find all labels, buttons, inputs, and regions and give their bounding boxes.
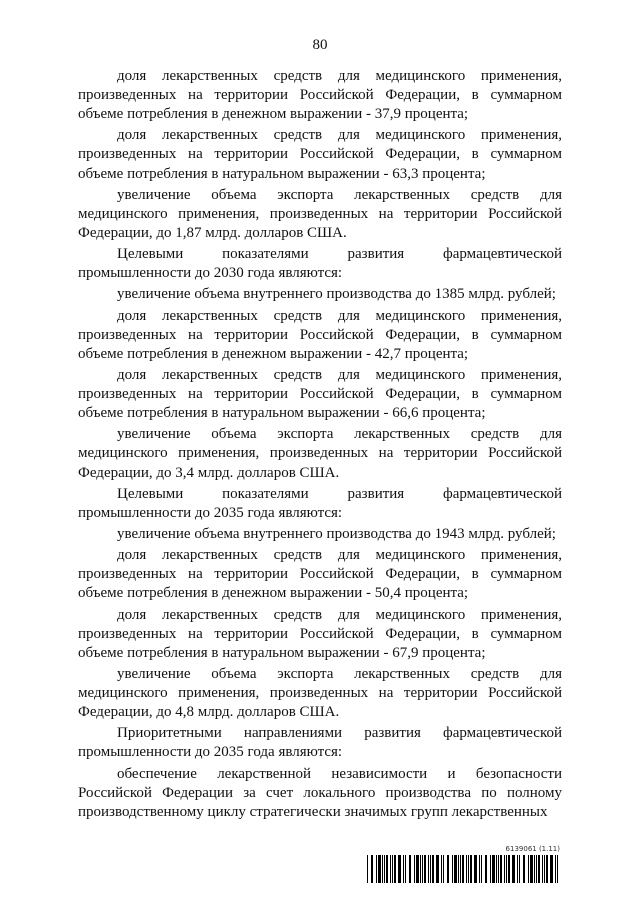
barcode-bar [544, 855, 545, 883]
barcode-bar [542, 855, 543, 883]
barcode-bar [508, 855, 510, 883]
barcode-bar [500, 855, 502, 883]
paragraph: обеспечение лекарственной независимости и безопасности Российской Федерации за счет локального производства по полному производственному циклу стратегически значимых групп лекарственных [78, 765, 562, 820]
barcode [367, 855, 563, 883]
paragraph: доля лекарственных средств для медицинского применения, произведенных на территории Российской Федерации, в суммарном объеме потребления в денежном выражении - 37,9 процента; [78, 68, 562, 123]
barcode-bar [392, 855, 393, 883]
barcode-bar [536, 855, 537, 883]
barcode-bar [428, 855, 429, 883]
barcode-bar [550, 855, 553, 883]
barcode-bar [512, 855, 515, 883]
barcode-bar [420, 855, 421, 883]
barcode-bar [376, 855, 377, 883]
body-text [78, 67, 562, 824]
paragraph: увеличение объема экспорта лекарственных средств для медицинского применения, произведенных на территории Российской Федерации, до 4,8 млрд. долларов США. [78, 665, 562, 721]
barcode-bar [504, 855, 505, 883]
barcode-bar [557, 855, 558, 883]
paragraph: Целевыми показателями развития фармацевтической промышленности до 2035 года являются: [78, 485, 562, 521]
barcode-bar [462, 855, 464, 883]
barcode-bar [390, 855, 391, 883]
paragraph: доля лекарственных средств для медицинского применения, произведенных на территории Российской Федерации, в суммарном объеме потребления в натуральном выражении - 67,9 процента; [78, 606, 562, 661]
barcode-bar [414, 855, 415, 883]
barcode-bar [394, 855, 396, 883]
barcode-code: 6139061 (1.11) [505, 845, 560, 853]
barcode-bar [436, 855, 439, 883]
barcode-bar [378, 855, 381, 883]
barcode-bar [555, 855, 556, 883]
barcode-bar [416, 855, 419, 883]
barcode-bar [382, 855, 383, 883]
barcode-bar [517, 855, 518, 883]
barcode-bar [538, 855, 540, 883]
barcode-bar [454, 855, 457, 883]
paragraph: Целевыми показателями развития фармацевтической промышленности до 2030 года являются: [78, 246, 562, 282]
barcode-bar [474, 855, 477, 883]
barcode-bar [452, 855, 453, 883]
barcode-bar [530, 855, 533, 883]
paragraph: Приоритетными направлениями развития фармацевтической промышленности до 2035 года являются: [78, 725, 562, 761]
barcode-bar [481, 855, 482, 883]
barcode-bar [409, 855, 411, 883]
barcode-bar [460, 855, 461, 883]
paragraph: увеличение объема внутреннего производства до 1385 млрд. рублей; [117, 286, 556, 303]
barcode-bar [485, 855, 487, 883]
barcode-bar [424, 855, 426, 883]
barcode-bar [386, 855, 388, 883]
barcode-bar [384, 855, 385, 883]
barcode-bar [405, 855, 406, 883]
barcode-bar [371, 855, 373, 883]
barcode-bar [528, 855, 529, 883]
barcode-bar [458, 855, 459, 883]
barcode-bar [403, 855, 404, 883]
barcode-bar [492, 855, 495, 883]
barcode-bar [430, 855, 431, 883]
paragraph: доля лекарственных средств для медицинского применения, произведенных на территории Российской Федерации, в суммарном объеме потребления в денежном выражении - 50,4 процента; [78, 547, 562, 602]
barcode-bar [523, 855, 525, 883]
barcode-bar [398, 855, 401, 883]
barcode-bar [498, 855, 499, 883]
barcode-bar [432, 855, 434, 883]
barcode-bar [534, 855, 535, 883]
barcode-bar [422, 855, 423, 883]
paragraph: доля лекарственных средств для медицинского применения, произведенных на территории Российской Федерации, в суммарном объеме потребления в натуральном выражении - 63,3 процента; [78, 127, 562, 182]
paragraph: увеличение объема экспорта лекарственных средств для медицинского применения, произведенных на территории Российской Федерации, до 1,87 млрд. долларов США. [78, 186, 562, 241]
barcode-bar [490, 855, 491, 883]
barcode-bar [496, 855, 497, 883]
barcode-bar [479, 855, 480, 883]
barcode-bar [367, 855, 368, 883]
barcode-bar [466, 855, 467, 883]
barcode-bar [546, 855, 548, 883]
barcode-bar [506, 855, 507, 883]
barcode-bar [470, 855, 472, 883]
barcode-bar [443, 855, 444, 883]
page-number: 80 [312, 37, 328, 53]
paragraph: увеличение объема внутреннего производства до 1943 млрд. рублей; [117, 526, 556, 542]
barcode-bar [519, 855, 520, 883]
barcode-bar [447, 855, 449, 883]
paragraph: доля лекарственных средств для медицинского применения, произведенных на территории Российской Федерации, в суммарном объеме потребления в денежном выражении - 42,7 процента; [78, 307, 562, 362]
paragraph: увеличение объема экспорта лекарственных средств для медицинского применения, произведенных на территории Российской Федерации, до 3,4 млрд. долларов США. [78, 426, 562, 481]
barcode-bar [441, 855, 442, 883]
barcode-bar [468, 855, 469, 883]
paragraph: доля лекарственных средств для медицинского применения, произведенных на территории Российской Федерации, в суммарном объеме потребления в натуральном выражении - 66,6 процента; [78, 366, 562, 422]
